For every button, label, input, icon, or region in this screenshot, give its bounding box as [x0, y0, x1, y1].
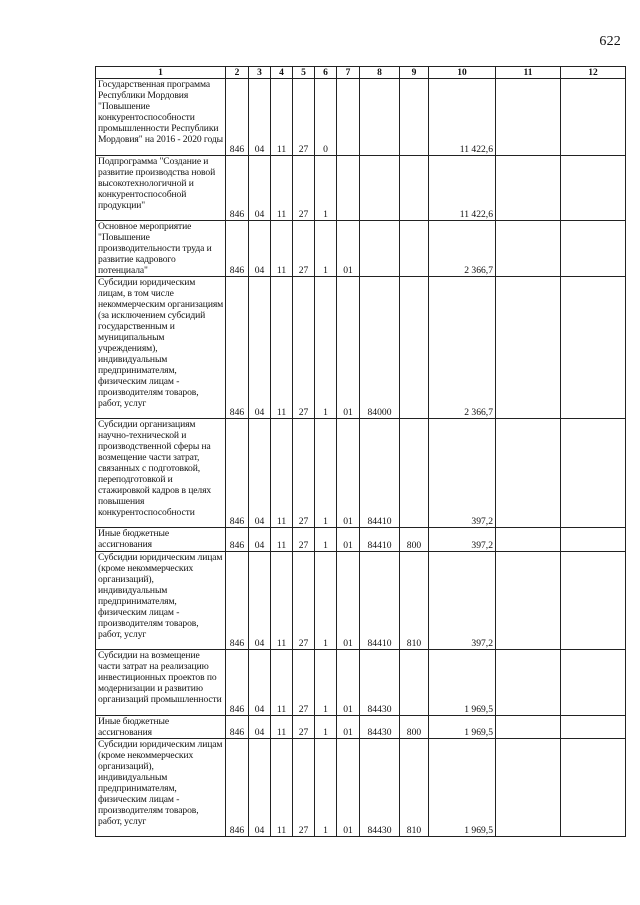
cell-expense-type	[400, 419, 429, 528]
cell-subsection: 11	[271, 650, 293, 716]
cell-amount: 397,2	[429, 419, 496, 528]
cell-direction: 84410	[360, 528, 400, 552]
cell-col12	[561, 528, 626, 552]
column-header: 3	[249, 67, 271, 79]
cell-admin-code: 846	[226, 277, 249, 419]
cell-direction: 84430	[360, 716, 400, 739]
cell-subsection: 11	[271, 156, 293, 221]
cell-col12	[561, 277, 626, 419]
cell-col12	[561, 552, 626, 650]
cell-amount: 397,2	[429, 528, 496, 552]
table-row	[96, 552, 626, 650]
cell-program: 27	[293, 716, 315, 739]
cell-expense-type	[400, 277, 429, 419]
cell-amount: 11 422,6	[429, 79, 496, 156]
row-name: Субсидии организациям научно-технической и производственной сферы на возмещение части затрат, связанных с подготовкой, переподготовкой и стажировкой кадров в целях повышения конкурентоспособности	[96, 419, 226, 528]
cell-col11	[496, 221, 561, 277]
cell-direction	[360, 156, 400, 221]
cell-col11	[496, 277, 561, 419]
cell-admin-code: 846	[226, 156, 249, 221]
cell-subprogram: 1	[315, 552, 337, 650]
cell-direction: 84430	[360, 650, 400, 716]
cell-amount: 2 366,7	[429, 221, 496, 277]
cell-amount: 1 969,5	[429, 739, 496, 837]
cell-expense-type: 810	[400, 552, 429, 650]
table-row	[96, 716, 626, 739]
cell-subsection: 11	[271, 716, 293, 739]
cell-subprogram: 1	[315, 156, 337, 221]
cell-col12	[561, 79, 626, 156]
column-header: 1	[96, 67, 226, 79]
row-name: Подпрограмма "Создание и развитие производства новой высокотехнологичной и конкурентоспособной продукции"	[96, 156, 226, 221]
row-name: Государственная программа Республики Мордовия "Повышение конкурентоспособности промышленности Республики Мордовия" на 2016 - 2020 годы	[96, 79, 226, 156]
cell-admin-code: 846	[226, 79, 249, 156]
cell-subsection: 11	[271, 419, 293, 528]
cell-expense-type: 800	[400, 716, 429, 739]
cell-admin-code: 846	[226, 419, 249, 528]
table-row	[96, 277, 626, 419]
cell-expense-type	[400, 156, 429, 221]
cell-admin-code: 846	[226, 739, 249, 837]
cell-col12	[561, 739, 626, 837]
cell-expense-type: 810	[400, 739, 429, 837]
cell-section: 04	[249, 79, 271, 156]
table-header-row	[96, 67, 626, 79]
cell-program: 27	[293, 221, 315, 277]
cell-program: 27	[293, 739, 315, 837]
column-header: 11	[496, 67, 561, 79]
cell-expense-type	[400, 650, 429, 716]
table-row	[96, 650, 626, 716]
cell-admin-code: 846	[226, 552, 249, 650]
cell-subprogram: 1	[315, 221, 337, 277]
cell-amount: 1 969,5	[429, 650, 496, 716]
cell-event	[337, 79, 360, 156]
cell-section: 04	[249, 419, 271, 528]
cell-direction	[360, 221, 400, 277]
cell-subsection: 11	[271, 277, 293, 419]
cell-section: 04	[249, 528, 271, 552]
cell-program: 27	[293, 528, 315, 552]
cell-col12	[561, 716, 626, 739]
cell-event: 01	[337, 528, 360, 552]
cell-admin-code: 846	[226, 221, 249, 277]
cell-admin-code: 846	[226, 650, 249, 716]
cell-expense-type	[400, 79, 429, 156]
cell-subprogram: 1	[315, 650, 337, 716]
table-row	[96, 221, 626, 277]
column-header: 8	[360, 67, 400, 79]
cell-event	[337, 156, 360, 221]
cell-admin-code: 846	[226, 716, 249, 739]
cell-col11	[496, 552, 561, 650]
table-row	[96, 156, 626, 221]
column-header: 5	[293, 67, 315, 79]
cell-direction: 84410	[360, 419, 400, 528]
table-row	[96, 739, 626, 837]
cell-subsection: 11	[271, 221, 293, 277]
cell-subsection: 11	[271, 528, 293, 552]
cell-col11	[496, 156, 561, 221]
row-name: Иные бюджетные ассигнования	[96, 528, 226, 552]
row-name: Субсидии юридическим лицам (кроме некоммерческих организаций), индивидуальным предпринимателям, физическим лицам - производителям товаров, работ, услуг	[96, 552, 226, 650]
cell-admin-code: 846	[226, 528, 249, 552]
cell-col12	[561, 156, 626, 221]
cell-col11	[496, 419, 561, 528]
column-header: 7	[337, 67, 360, 79]
cell-event: 01	[337, 419, 360, 528]
cell-program: 27	[293, 552, 315, 650]
cell-program: 27	[293, 156, 315, 221]
cell-direction: 84410	[360, 552, 400, 650]
cell-event: 01	[337, 716, 360, 739]
table-row	[96, 419, 626, 528]
cell-col12	[561, 650, 626, 716]
cell-program: 27	[293, 277, 315, 419]
column-header: 2	[226, 67, 249, 79]
cell-subprogram: 1	[315, 739, 337, 837]
cell-col11	[496, 650, 561, 716]
cell-amount: 397,2	[429, 552, 496, 650]
cell-section: 04	[249, 739, 271, 837]
cell-subprogram: 1	[315, 419, 337, 528]
column-header: 4	[271, 67, 293, 79]
column-header: 10	[429, 67, 496, 79]
cell-amount: 1 969,5	[429, 716, 496, 739]
cell-event: 01	[337, 277, 360, 419]
cell-section: 04	[249, 552, 271, 650]
cell-section: 04	[249, 716, 271, 739]
cell-section: 04	[249, 156, 271, 221]
cell-expense-type	[400, 221, 429, 277]
cell-event: 01	[337, 739, 360, 837]
cell-col11	[496, 79, 561, 156]
cell-subprogram: 1	[315, 716, 337, 739]
column-header: 6	[315, 67, 337, 79]
cell-subsection: 11	[271, 552, 293, 650]
cell-subsection: 11	[271, 79, 293, 156]
column-header: 12	[561, 67, 626, 79]
cell-event: 01	[337, 552, 360, 650]
cell-program: 27	[293, 650, 315, 716]
cell-event: 01	[337, 650, 360, 716]
budget-table	[95, 66, 626, 837]
cell-section: 04	[249, 221, 271, 277]
row-name: Иные бюджетные ассигнования	[96, 716, 226, 739]
cell-section: 04	[249, 277, 271, 419]
cell-event: 01	[337, 221, 360, 277]
cell-amount: 11 422,6	[429, 156, 496, 221]
cell-amount: 2 366,7	[429, 277, 496, 419]
cell-section: 04	[249, 650, 271, 716]
cell-direction: 84000	[360, 277, 400, 419]
cell-program: 27	[293, 419, 315, 528]
table-row	[96, 79, 626, 156]
cell-program: 27	[293, 79, 315, 156]
cell-col11	[496, 528, 561, 552]
cell-direction: 84430	[360, 739, 400, 837]
column-header: 9	[400, 67, 429, 79]
row-name: Субсидии на возмещение части затрат на реализацию инвестиционных проектов по модернизации и развитию организаций промышленности	[96, 650, 226, 716]
cell-col11	[496, 716, 561, 739]
row-name: Основное мероприятие "Повышение производительности труда и развитие кадрового потенциала"	[96, 221, 226, 277]
cell-expense-type: 800	[400, 528, 429, 552]
cell-col12	[561, 221, 626, 277]
cell-subsection: 11	[271, 739, 293, 837]
cell-subprogram: 0	[315, 79, 337, 156]
table-row	[96, 528, 626, 552]
row-name: Субсидии юридическим лицам, в том числе некоммерческим организациям (за исключением субсидий государственным и муниципальным учреждениям), индивидуальным предпринимателям, физическим лицам - производителям товаров, работ, услуг	[96, 277, 226, 419]
row-name: Субсидии юридическим лицам (кроме некоммерческих организаций), индивидуальным предпринимателям, физическим лицам - производителям товаров, работ, услуг	[96, 739, 226, 837]
cell-col12	[561, 419, 626, 528]
page-number: 622	[599, 34, 621, 49]
cell-direction	[360, 79, 400, 156]
cell-subprogram: 1	[315, 528, 337, 552]
cell-subprogram: 1	[315, 277, 337, 419]
cell-col11	[496, 739, 561, 837]
